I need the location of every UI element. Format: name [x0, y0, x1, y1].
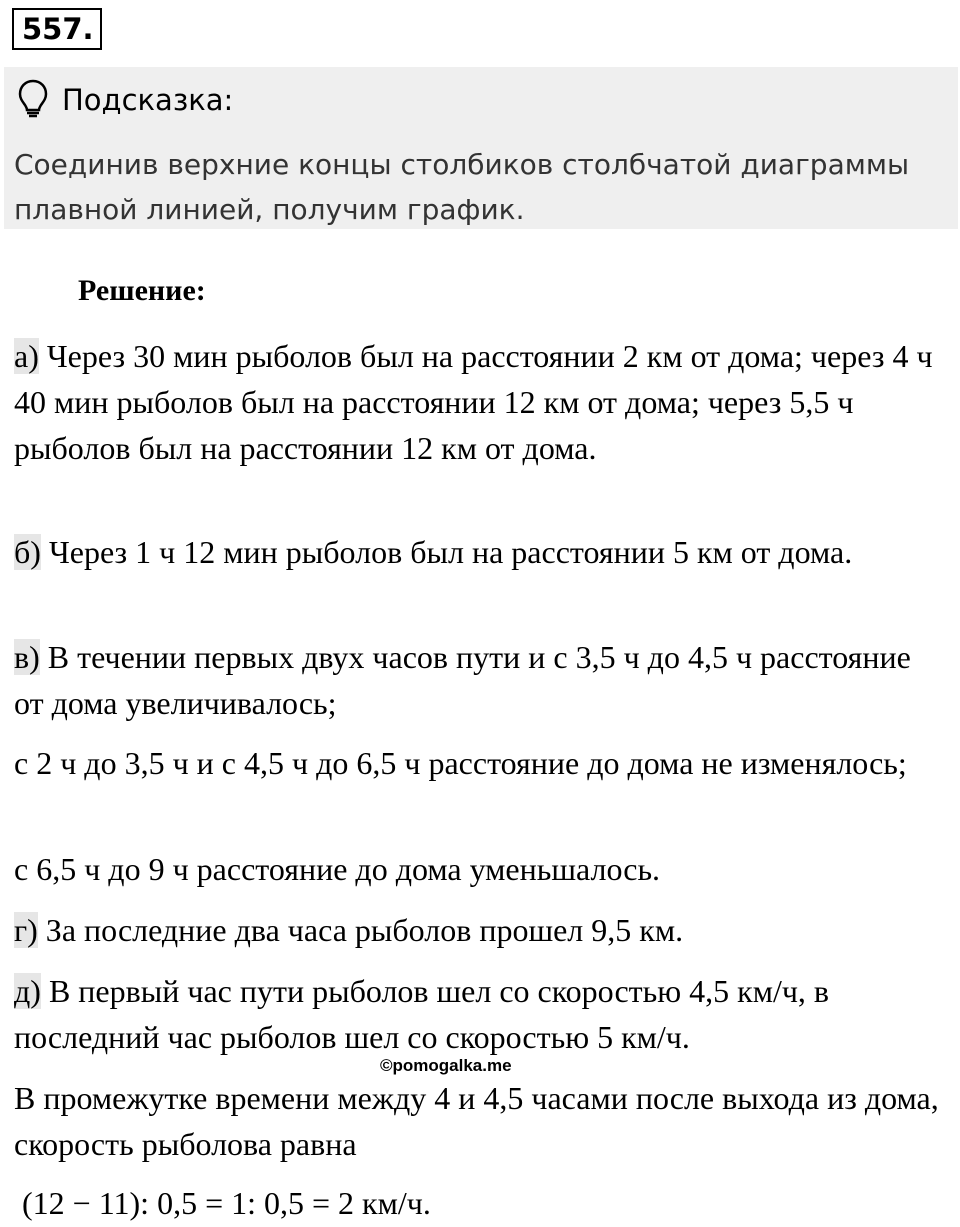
item-label: а) — [14, 338, 39, 374]
formula: (12 − 11): 0,5 = 1: 0,5 = 2 км/ч. — [22, 1185, 431, 1221]
solution-item-v-3 — [14, 846, 944, 892]
item-text: с 2 ч до 3,5 ч и с 4,5 ч до 6,5 ч расстояние до дома не изменялось; — [14, 745, 907, 781]
item-label: г) — [14, 912, 38, 948]
item-text: В промежутке времени между 4 и 4,5 часами после выхода из дома, скорость рыболова равна — [14, 1080, 939, 1162]
item-text: с 6,5 ч до 9 ч расстояние до дома уменьшалось. — [14, 851, 661, 887]
item-label: б) — [14, 534, 41, 570]
task-number: 557. — [12, 8, 102, 50]
item-label: в) — [14, 639, 40, 675]
item-text: В первый час пути рыболов шел со скоростью 4,5 км/ч, в последний час рыболов шел со скоростью 5 км/ч. — [14, 973, 830, 1055]
hint-text: Соединив верхние концы столбиков столбчатой диаграммы плавной линией, получим график. — [14, 148, 910, 226]
solution-item-v — [14, 634, 944, 726]
item-text: Через 1 ч 12 мин рыболов был на расстоянии 5 км от дома. — [40, 534, 853, 570]
solution-item-v-2 — [14, 740, 944, 786]
item-text: Через 30 мин рыболов был на расстоянии 2 км от дома; через 4 ч 40 мин рыболов был на расстоянии 12 км от дома; через 5,5 ч рыболов был на расстоянии 12 км от дома. — [14, 338, 933, 466]
watermark: ©pomogalka.me — [380, 1056, 512, 1075]
item-text: В течении первых двух часов пути и с 3,5 ч до 4,5 ч расстояние от дома увеличивалось; — [14, 639, 911, 721]
lightbulb-icon — [16, 78, 50, 123]
solution-item-a — [14, 333, 944, 471]
item-label: д) — [14, 973, 41, 1009]
item-text: За последние два часа рыболов прошел 9,5 км. — [37, 912, 684, 948]
solution-item-speed — [14, 1075, 944, 1167]
solution-item-d — [14, 968, 944, 1060]
solution-title: Решение: — [78, 274, 206, 307]
solution-item-b — [14, 529, 944, 575]
solution-item-g — [14, 907, 944, 953]
hint-header — [16, 80, 233, 120]
hint-title: Подсказка: — [62, 83, 234, 117]
